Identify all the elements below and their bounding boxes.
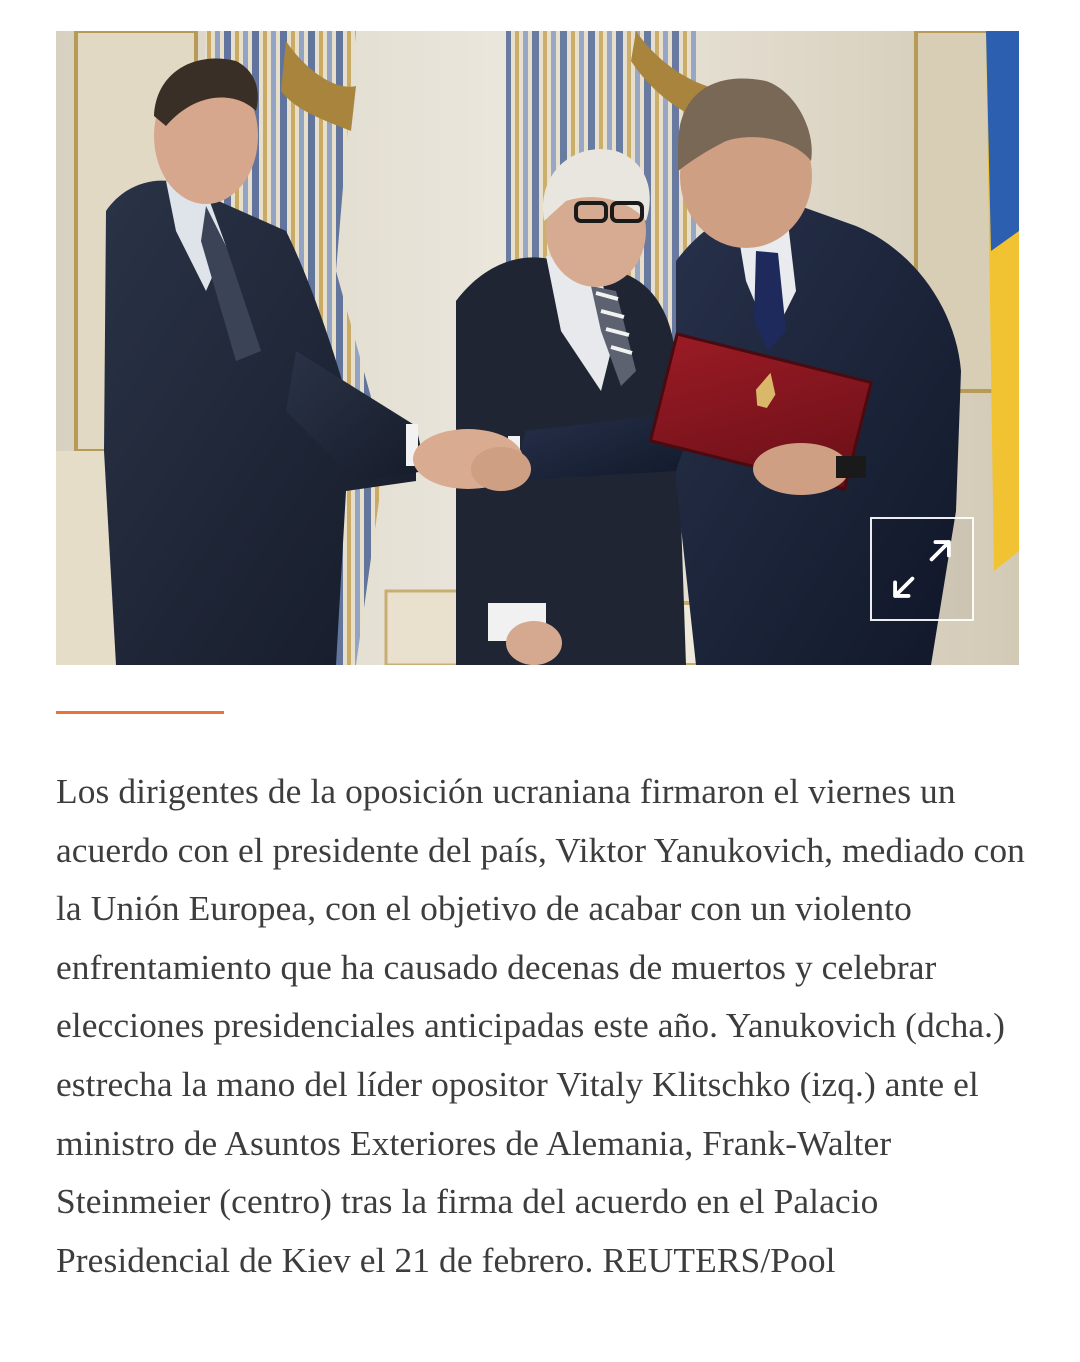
photo-caption: Los dirigentes de la oposición ucraniana firmaron el viernes un acuerdo con el presidente del país, Viktor Yanukovich, mediado con la Unión Europea, con el objetivo de acabar con un violento enfrentamiento que ha causado decenas de muertos y celebrar elecciones presidenciales anticipadas este año. Yanukovich (dcha.) estrecha la mano del líder opositor Vitaly Klitschko (izq.) ante el ministro de Asuntos Exteriores de Alemania, Frank-Walter Steinmeier (centro) tras la firma del acuerdo en el Palacio Presidencial de Kiev el 21 de febrero. REUTERS/Pool xyxy=(56,771,1025,1280)
expand-arrows-icon xyxy=(872,519,972,619)
article-photo[interactable] xyxy=(56,31,1019,665)
caption-accent-rule xyxy=(56,711,224,714)
expand-image-button[interactable] xyxy=(870,517,974,621)
